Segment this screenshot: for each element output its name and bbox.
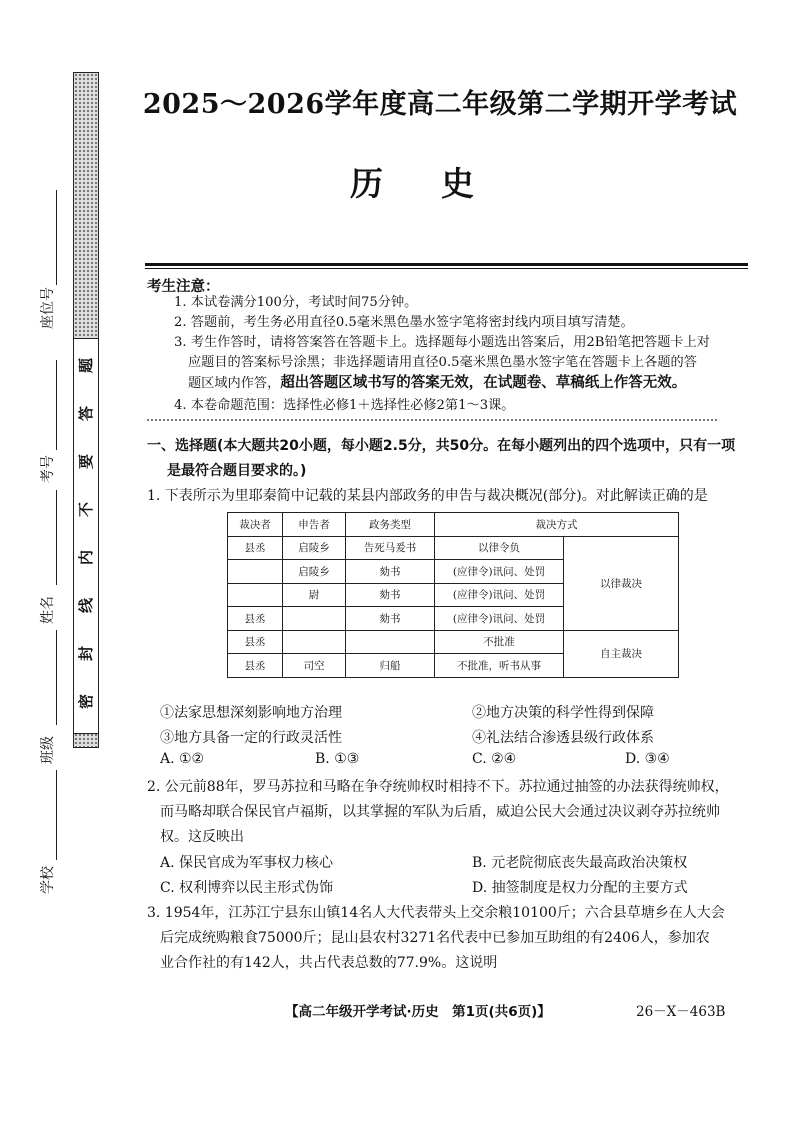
table-cell: 县丞: [228, 630, 283, 654]
subject-title: 历史: [350, 164, 532, 203]
name-label: 姓名: [40, 596, 56, 624]
header-rule: [145, 263, 748, 266]
table-cell: 不批准，听书从事: [435, 654, 564, 678]
table-cell: 劾书: [346, 560, 435, 584]
seat-number-label: 座位号: [40, 287, 56, 329]
table-header: 裁决者: [228, 513, 283, 537]
table-row: [228, 630, 679, 654]
table-group-cell: 自主裁决: [564, 630, 679, 677]
q2-stem-cont: 权。这反映出: [160, 829, 244, 845]
exam-number-line[interactable]: [56, 360, 57, 450]
q1-statement: ②地方决策的科学性得到保障: [472, 705, 654, 721]
dotted-divider: [147, 419, 717, 421]
seal-char: 封: [77, 646, 95, 662]
table-cell: 告死马爰书: [346, 536, 435, 560]
seal-char: 密: [77, 694, 95, 710]
table-header: 申告者: [283, 513, 346, 537]
table-cell: [228, 583, 283, 607]
table-cell: 以律令负: [435, 536, 564, 560]
notice-emphasis: 超出答题区域书写的答案无效，在试题卷、草稿纸上作答无效。: [280, 375, 687, 391]
q2-option-b: B. 元老院彻底丧失最高政治决策权: [472, 855, 688, 871]
seal-char: 答: [77, 406, 95, 422]
school-line[interactable]: [56, 770, 57, 860]
ruling-table: [227, 512, 679, 678]
q3-stem-cont: 后完成统购粮食75000斤；昆山县农村3271名代表中已参加互助组的有2406人，参加农: [160, 930, 710, 946]
q1-stem: 1. 下表所示为里耶秦简中记载的某县内部政务的申告与裁决概况(部分)。对此解读正确的是: [147, 488, 708, 504]
table-cell: [228, 560, 283, 584]
class-line[interactable]: [56, 630, 57, 725]
table-cell: [283, 630, 346, 654]
table-cell: 司空: [283, 654, 346, 678]
school-label: 学校: [40, 866, 56, 894]
q1-option-b: B. ①③: [315, 751, 360, 767]
section-heading: 一、选择题(本大题共20小题，每小题2.5分，共50分。在每小题列出的四个选项中，只有一项: [147, 438, 736, 454]
notice-title: 考生注意：: [147, 279, 220, 295]
q3-stem: 3. 1954年，江苏江宁县东山镇14名人大代表带头上交余粮10100斤；六合县草塘乡在人大会: [147, 905, 725, 921]
table-cell: 劾书: [346, 607, 435, 631]
table-cell: [283, 607, 346, 631]
seal-char: 线: [77, 598, 95, 614]
q1-option-d: D. ③④: [625, 751, 670, 767]
section-heading-cont: 是最符合题目要求的。): [167, 463, 307, 479]
q2-option-c: C. 权利博弈以民主形式伪饰: [160, 880, 334, 896]
table-group-cell: 以律裁决: [564, 536, 679, 630]
q2-stem-cont: 而马略却联合保民官卢福斯，以其掌握的军队为后盾，威迫公民大会通过决议剥夺苏拉统帅: [160, 804, 720, 820]
table-cell: (应律令)讯问、处罚: [435, 607, 564, 631]
notice-item-3: 3. 考生作答时，请将答案答在答题卡上。选择题每小题选出答案后，用2B铅笔把答题卡上对: [174, 335, 710, 350]
table-cell: 启陵乡: [283, 560, 346, 584]
q1-statement: ④礼法结合渗透县级行政体系: [472, 730, 654, 746]
q2-option-a: A. 保民官成为军事权力核心: [160, 855, 334, 871]
notice-item-2: 2. 答题前，考生务必用直径0.5毫米黑色墨水签字笔将密封线内项目填写清楚。: [174, 315, 634, 330]
seal-char: 内: [77, 550, 95, 566]
class-label: 班级: [40, 736, 56, 764]
q2-option-d: D. 抽签制度是权力分配的主要方式: [472, 880, 688, 896]
header-rule-thin: [145, 268, 748, 269]
table-cell: 归船: [346, 654, 435, 678]
seal-line-box: [73, 338, 99, 734]
seal-char: 要: [77, 454, 95, 470]
table-cell: [346, 630, 435, 654]
notice-item-1: 1. 本试卷满分100分，考试时间75分钟。: [174, 295, 418, 310]
notice-text: 题区域内作答，: [188, 376, 281, 391]
exam-code: 26－X－463B: [636, 1004, 726, 1020]
table-cell: 县丞: [228, 536, 283, 560]
q1-option-c: C. ②④: [472, 751, 517, 767]
exam-number-label: 考号: [40, 455, 56, 483]
table-cell: (应律令)讯问、处罚: [435, 560, 564, 584]
q1-option-a: A. ①②: [160, 751, 205, 767]
table-cell: 不批准: [435, 630, 564, 654]
table-cell: (应律令)讯问、处罚: [435, 583, 564, 607]
table-row: [228, 536, 679, 560]
q2-stem: 2. 公元前88年，罗马苏拉和马略在争夺统帅权时相持不下。苏拉通过抽签的办法获得统帅权，: [147, 779, 729, 795]
q1-statement: ③地方具备一定的行政灵活性: [160, 730, 342, 746]
seal-char: 不: [77, 502, 95, 518]
q3-stem-cont: 业合作社的有142人，共占代表总数的77.9%。这说明: [160, 955, 498, 971]
exam-title: 2025～2026学年度高二年级第二学期开学考试: [142, 89, 738, 120]
page-footer: 【高二年级开学考试·历史 第1页(共6页)】: [285, 1004, 551, 1020]
table-header: 裁决方式: [435, 513, 679, 537]
table-cell: 尉: [283, 583, 346, 607]
table-cell: 劾书: [346, 583, 435, 607]
table-header: 政务类型: [346, 513, 435, 537]
table-header-row: [228, 513, 679, 537]
notice-item-3-cont2: [188, 373, 686, 394]
q1-statement: ①法家思想深刻影响地方治理: [160, 705, 342, 721]
table-cell: 县丞: [228, 654, 283, 678]
table-cell: 启陵乡: [283, 536, 346, 560]
notice-item-3-cont: 应题目的答案标号涂黑；非选择题请用直径0.5毫米黑色墨水签字笔在答题卡上各题的答: [188, 355, 697, 370]
table-cell: 县丞: [228, 607, 283, 631]
seal-char: 题: [77, 358, 95, 374]
seat-number-line[interactable]: [56, 190, 57, 285]
name-line[interactable]: [56, 490, 57, 585]
notice-item-4: 4. 本卷命题范围：选择性必修1＋选择性必修2第1～3课。: [174, 398, 515, 413]
